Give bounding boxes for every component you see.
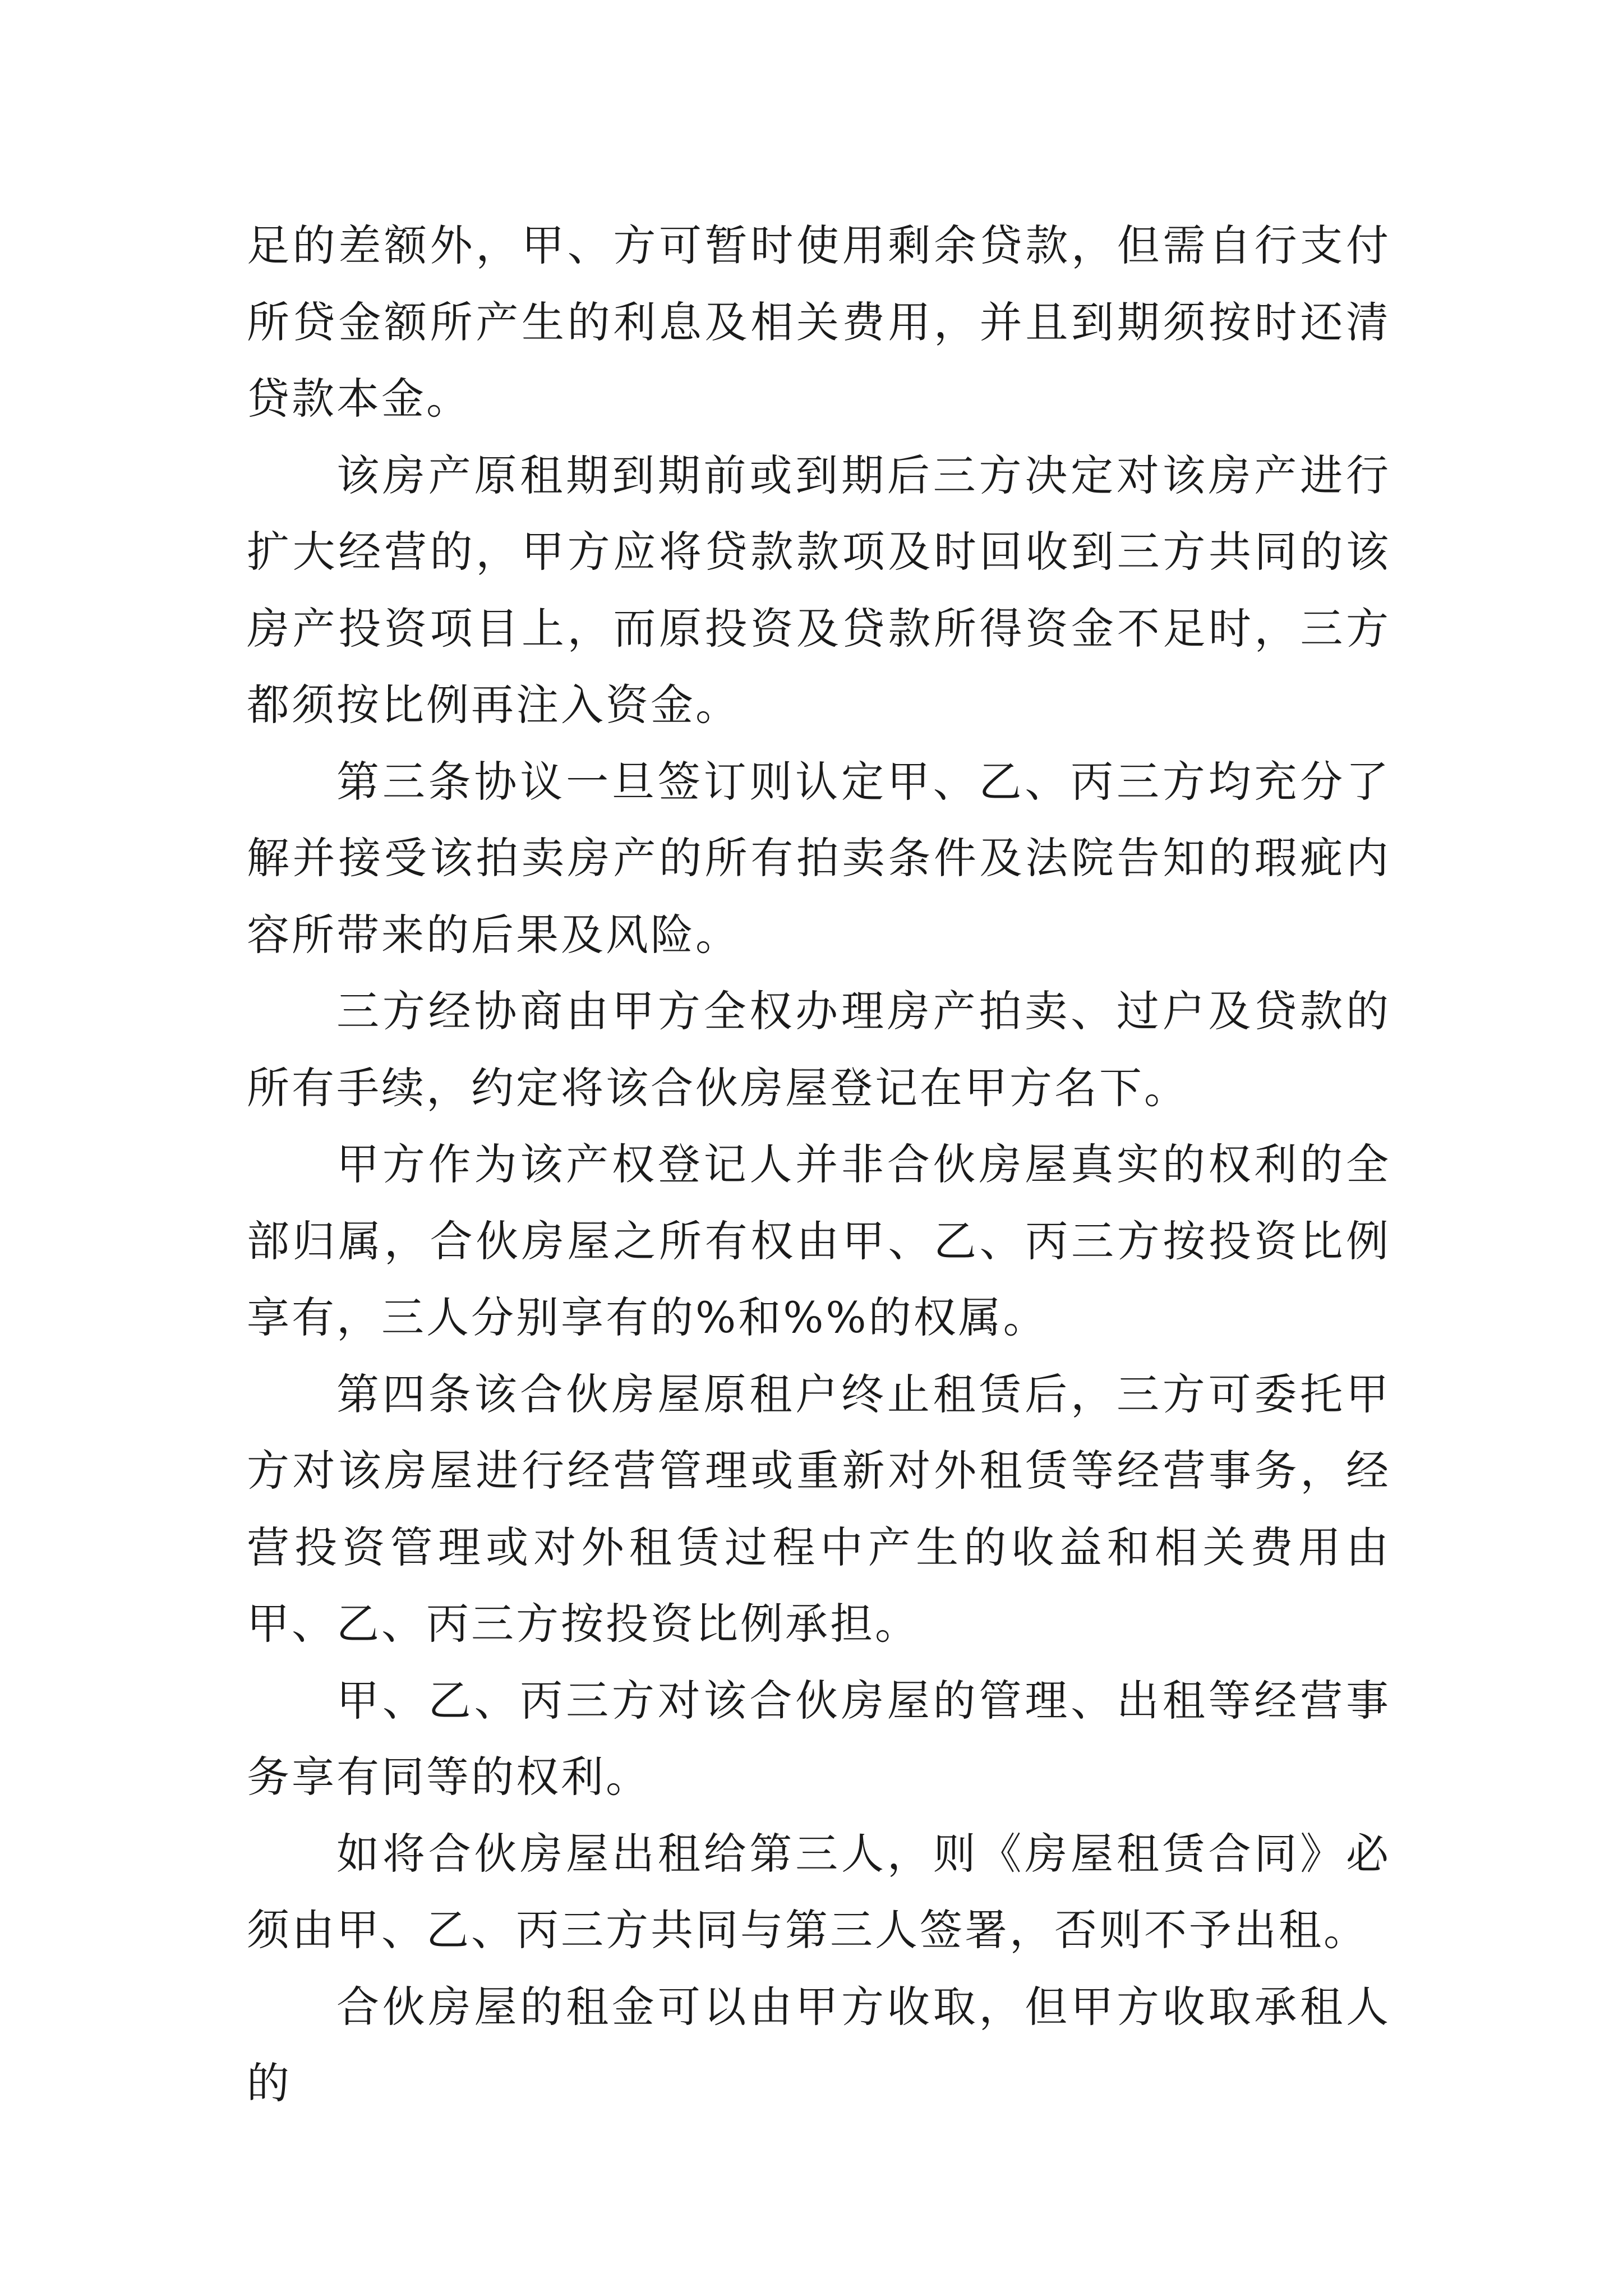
paragraph-ownership: 甲方作为该产权登记人并非合伙房屋真实的权利的全部归属，合伙房屋之所有权由甲、乙、丙三方按投资比例享有，三人分别享有的%和%%的权属。 <box>247 1139 1391 1342</box>
paragraph-lease-contract: 如将合伙房屋出租给第三人，则《房屋租赁合同》必须由甲、乙、丙三方共同与第三人签署，否则不予出租。 <box>247 1828 1391 1955</box>
paragraph-procedures: 三方经协商由甲方全权办理房产拍卖、过户及贷款的所有手续，约定将该合伙房屋登记在甲方名下。 <box>247 986 1391 1113</box>
paragraph-article-4: 第四条该合伙房屋原租户终止租赁后，三方可委托甲方对该房屋进行经营管理或重新对外租赁等经营事务，经营投资管理或对外租赁过程中产生的收益和相关费用由甲、乙、丙三方按投资比例承担。 <box>247 1369 1391 1649</box>
paragraph-equal-rights: 甲、乙、丙三方对该合伙房屋的管理、出租等经营事务享有同等的权利。 <box>247 1675 1391 1802</box>
paragraph-rent-collection: 合伙房屋的租金可以由甲方收取，但甲方收取承租人的 <box>247 1981 1391 2108</box>
document-body <box>247 208 1391 2122</box>
paragraph-continuation: 足的差额外，甲、方可暂时使用剩余贷款，但需自行支付所贷金额所产生的利息及相关费用，并且到期须按时还清贷款本金。 <box>247 220 1391 424</box>
paragraph-article-3: 第三条协议一旦签订则认定甲、乙、丙三方均充分了解并接受该拍卖房产的所有拍卖条件及法院告知的瑕疵内容所带来的后果及风险。 <box>247 756 1391 960</box>
paragraph-expansion-funding: 该房产原租期到期前或到期后三方决定对该房产进行扩大经营的，甲方应将贷款款项及时回收到三方共同的该房产投资项目上，而原投资及贷款所得资金不足时，三方都须按比例再注入资金。 <box>247 450 1391 730</box>
